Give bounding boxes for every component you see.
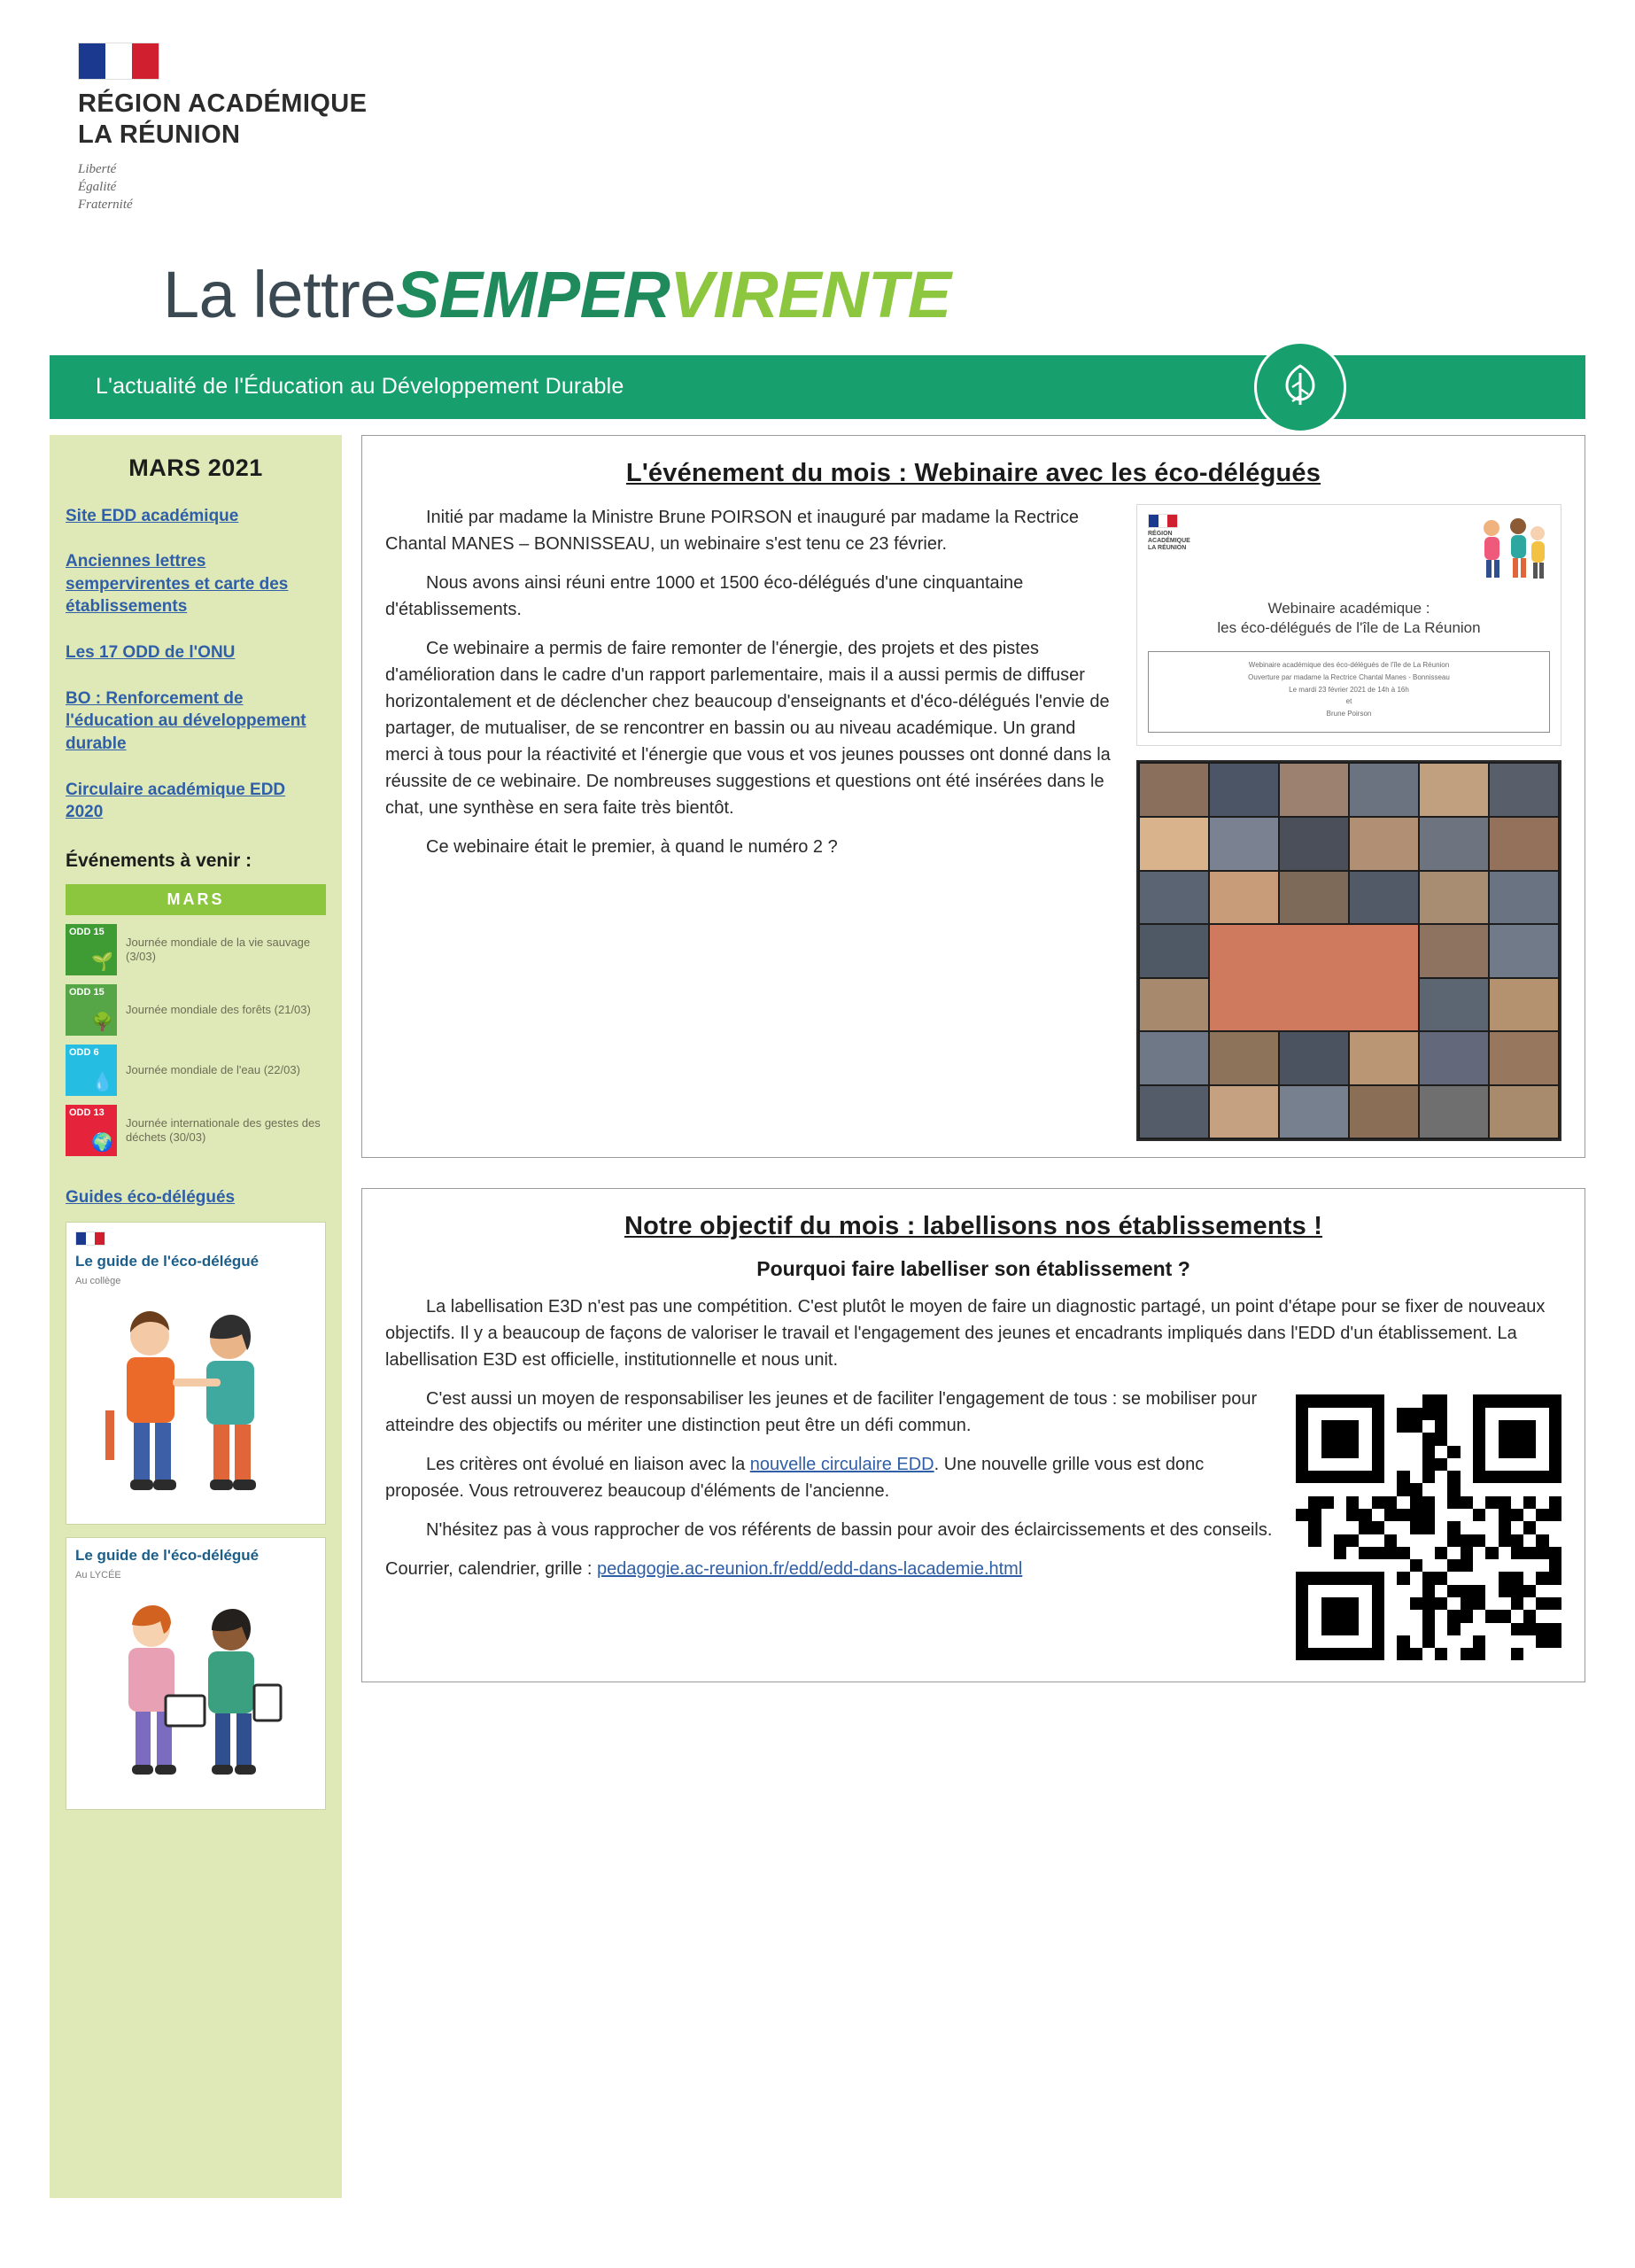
sdg-badge xyxy=(66,1105,117,1156)
webinar-detail-line: et xyxy=(1345,697,1352,706)
sdg-badge xyxy=(66,1045,117,1096)
event-text: Journée mondiale de la vie sauvage (3/03) xyxy=(126,935,311,963)
sdg-badge-number: ODD 6 xyxy=(69,1046,99,1058)
sidebar-link-circulaire-academique[interactable]: Circulaire académique EDD 2020 xyxy=(66,780,286,822)
tree-icon: 🌳 xyxy=(91,1012,113,1032)
leaf-icon: 🌱 xyxy=(91,951,113,972)
sidebar-link-17-odd[interactable]: Les 17 ODD de l'ONU xyxy=(66,643,236,663)
devise-line-3: Fraternité xyxy=(78,198,133,213)
tagline-text: L'actualité de l'Éducation au Développement Durable xyxy=(96,374,624,399)
globe-icon: 🌍 xyxy=(91,1132,113,1153)
webinar-detail-line: Le mardi 23 février 2021 de 14h à 16h xyxy=(1289,685,1409,694)
devise-line-2: Égalité xyxy=(78,180,117,194)
guide-subtitle: Au collège xyxy=(75,1275,121,1286)
webinar-detail-line: Brune Poirson xyxy=(1326,709,1372,718)
webinar-caption: Webinaire académique : les éco-délégués de l'île de La Réunion xyxy=(1217,599,1481,637)
sdg-badge-number: ODD 15 xyxy=(69,926,105,937)
qr-code-edd-academie[interactable] xyxy=(1296,1394,1561,1660)
institution-name: RÉGION ACADÉMIQUE LA RÉUNION xyxy=(78,89,368,150)
webinar-detail-line: Webinaire académique des éco-délégués de l'île de La Réunion xyxy=(1248,661,1450,670)
tree-leaf-logo-icon xyxy=(1254,341,1346,433)
title-virente: VIRENTE xyxy=(670,257,951,331)
paragraph: Ce webinaire était le premier, à quand le numéro 2 ? xyxy=(426,836,838,857)
event-panel-text xyxy=(385,504,1117,1142)
guide-card-college[interactable] xyxy=(66,1222,326,1525)
link-nouvelle-circulaire-edd[interactable]: nouvelle circulaire EDD xyxy=(749,1455,934,1475)
list-item xyxy=(66,1045,326,1096)
objective-panel-heading: Notre objectif du mois : labellisons nos établissements ! xyxy=(624,1212,1323,1241)
paragraph: C'est aussi un moyen de responsabiliser les jeunes et de faciliter l'engagement de tous : se mobiliser pour atteindre des objectifs ou mériter une distinction peut être un défi commun. xyxy=(385,1389,1258,1436)
visioconference-participants-mosaic xyxy=(1136,760,1561,1141)
french-flag-icon xyxy=(75,1231,105,1246)
event-of-the-month-panel xyxy=(361,435,1585,1159)
title-plain: La lettre xyxy=(163,257,396,331)
objective-panel-subheading: Pourquoi faire labelliser son établissement ? xyxy=(756,1257,1190,1281)
institution-block xyxy=(78,43,1635,214)
event-text: Journée internationale des gestes des déchets (30/03) xyxy=(126,1115,321,1144)
event-text: Journée mondiale de l'eau (22/03) xyxy=(126,1062,300,1076)
footer-label: Courrier, calendrier, grille : xyxy=(385,1559,597,1580)
content-area xyxy=(50,435,1585,2198)
sdg-badge xyxy=(66,984,117,1036)
webinar-detail-line: Ouverture par madame la Rectrice Chantal Manes - Bonnisseau xyxy=(1248,672,1450,681)
criteria-text-after: . Une nouvelle grille vous est donc proposée. Vous retrouverez beaucoup d'éléments de l'ancienne. xyxy=(385,1455,1205,1502)
paragraph: Nous avons ainsi réuni entre 1000 et 1500 éco-délégués d'une cinquantaine d'établissements. xyxy=(385,572,1024,619)
sdg-badge xyxy=(66,924,117,975)
guide-title: Le guide de l'éco-délégué xyxy=(75,1252,260,1270)
webinar-poster xyxy=(1136,504,1561,747)
sidebar-link-site-edd[interactable]: Site EDD académique xyxy=(66,506,239,525)
sdg-badge-number: ODD 13 xyxy=(69,1107,105,1118)
list-item xyxy=(66,924,326,975)
list-item xyxy=(66,1105,326,1156)
sidebar-events-list xyxy=(66,924,326,1156)
criteria-text-before: Les critères ont évolué en liaison avec la xyxy=(426,1455,750,1475)
eco-delegates-kids-icon xyxy=(1468,514,1550,583)
sidebar-link-guides-eco-delegues[interactable]: Guides éco-délégués xyxy=(66,1187,236,1207)
page-title xyxy=(163,257,1635,332)
title-semper: SEMPER xyxy=(395,257,670,331)
issue-date: MARS 2021 xyxy=(128,454,263,481)
two-students-illustration xyxy=(75,1293,316,1515)
republique-francaise-logo-icon: RÉGION ACADÉMIQUE LA RÉUNION xyxy=(1148,514,1190,552)
masthead xyxy=(0,0,1635,332)
event-text: Journée mondiale des forêts (21/03) xyxy=(126,1002,311,1016)
event-panel-media xyxy=(1136,504,1561,1142)
link-pedagogie-ac-reunion[interactable]: pedagogie.ac-reunion.fr/edd/edd-dans-lacademie.html xyxy=(596,1559,1023,1580)
tagline-bar xyxy=(50,355,1585,419)
sdg-badge-number: ODD 15 xyxy=(69,986,105,998)
sidebar xyxy=(50,435,342,2198)
two-students-lycee-illustration xyxy=(75,1588,316,1800)
guide-subtitle: Au LYCÉE xyxy=(75,1570,121,1581)
paragraph: Initié par madame la Ministre Brune POIRSON et inauguré par madame la Rectrice Chantal MANES – BONNISSEAU, un webinaire s'est tenu ce 23 février. xyxy=(385,507,1079,554)
french-flag-icon xyxy=(78,43,159,80)
sidebar-month-label: MARS xyxy=(66,884,326,915)
paragraph: N'hésitez pas à vous rapprocher de vos référents de bassin pour avoir des éclaircissements et des conseils. xyxy=(426,1520,1273,1541)
guide-title: Le guide de l'éco-délégué xyxy=(75,1546,260,1564)
paragraph: Ce webinaire a permis de faire remonter de l'énergie, des projets et des pistes d'amélioration dans le cadre d'un rapport parlementaire, mais il a aussi permis de diffuser horizontalement et de déclencher chez beaucoup d'enseignants et d'éco-délégués l'envie de partager, de mutualiser, de se rencontrer en bassin ou au niveau académique. Un grand merci à tous pour la réactivité et l'énergie que vous et vos jeunes pousses ont donné dans la réussite de ce webinaire. De nombreuses suggestions et questions ont été insérées dans le chat, une synthèse en sera faite très bientôt. xyxy=(385,638,1111,818)
webinar-details-box xyxy=(1148,651,1550,733)
main-column xyxy=(361,435,1585,1713)
list-item xyxy=(66,984,326,1036)
water-drop-icon: 💧 xyxy=(91,1072,113,1092)
objective-of-the-month-panel xyxy=(361,1188,1585,1682)
event-panel-heading: L'événement du mois : Webinaire avec les éco-délégués xyxy=(625,458,1321,487)
guide-card-lycee[interactable] xyxy=(66,1537,326,1810)
sidebar-link-bo-renforcement[interactable]: BO : Renforcement de l'éducation au développement durable xyxy=(66,688,306,753)
sidebar-link-anciennes-lettres[interactable]: Anciennes lettres sempervirentes et carte des établissements xyxy=(66,552,289,617)
sidebar-events-heading: Événements à venir : xyxy=(66,850,252,871)
devise-line-1: Liberté xyxy=(78,161,117,176)
paragraph: La labellisation E3D n'est pas une compétition. C'est plutôt le moyen de faire un diagnostic partagé, un point d'étape pour se fixer de nouveaux objectifs. Il y a beaucoup de façons de valoriser le travail et l'engagement des jeunes et encadrants impliqués dans l'EDD d'un établissement. La labellisation E3D est officielle, institutionnelle et nous unit. xyxy=(385,1297,1546,1371)
devise xyxy=(78,160,367,214)
